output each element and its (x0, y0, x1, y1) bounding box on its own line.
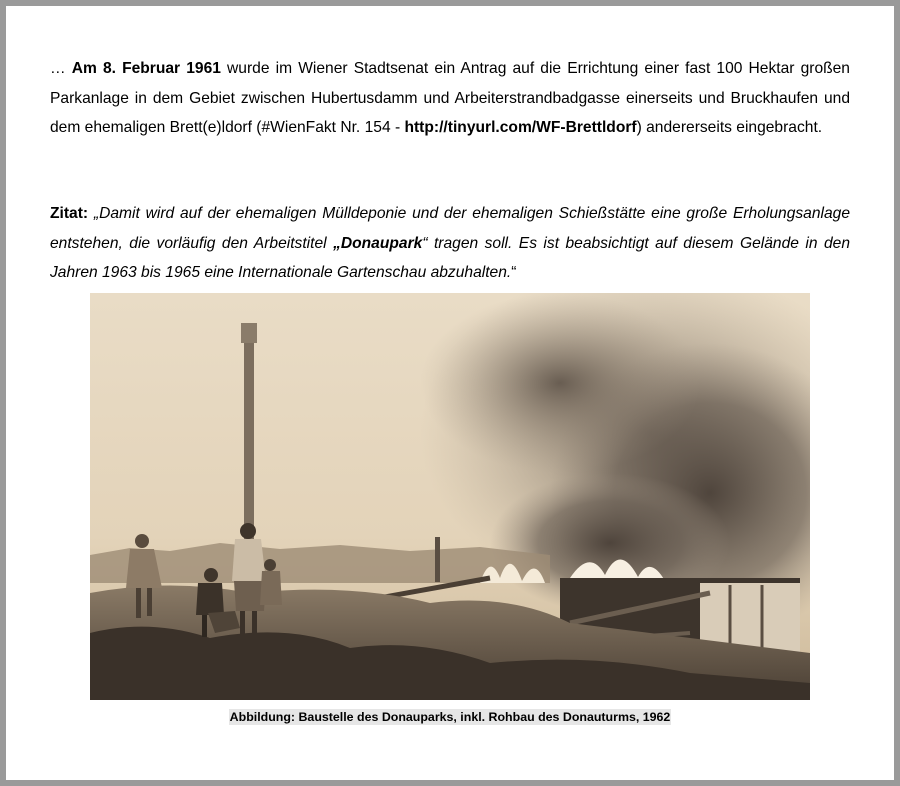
brettldorf-link[interactable]: http://tinyurl.com/WF-Brettldorf (404, 119, 637, 136)
closing-quote: “ (511, 264, 517, 281)
tower-top (241, 323, 257, 343)
chimney (435, 537, 440, 582)
historical-photo (90, 293, 810, 700)
quote-paragraph (50, 199, 850, 288)
quote-text-a: „Damit wird auf der ehemaligen Mülldeponie und der ehemaligen Schießstätte eine große Erholungsanlage entstehen, die vorläufig den Arbeitstitel (50, 205, 850, 252)
intro-paragraph (50, 54, 850, 143)
intro-text-a: wurde im Wiener Stadtsenat ein Antrag auf die Errichtung einer fast 100 Hektar großen Parkanlage in dem Gebiet zwischen Hubertusdamm und Arbeiterstrandbadgasse einerseits und Bruckhaufen und dem ehemaligen Brett(e)ldorf (#WienFakt Nr. 154 - (50, 60, 850, 136)
smoke-top (420, 293, 700, 473)
caption-text: Abbildung: Baustelle des Donauparks, inkl. Rohbau des Donauturms, 1962 (229, 710, 671, 724)
intro-text-b: ) andererseits eingebracht. (636, 119, 823, 136)
donaupark-title: „Donaupark (333, 234, 423, 252)
date-bold: Am 8. Februar 1961 (71, 60, 221, 77)
quote-text-b: “ tragen soll. Es ist beabsichtigt auf diesem Gelände in den Jahren 1963 bis 1965 eine Internationale Gartenschau abzuhalten. (50, 234, 850, 281)
quote-label: Zitat: (50, 205, 89, 222)
figure-caption (0, 710, 900, 724)
ellipsis: … (50, 60, 66, 77)
